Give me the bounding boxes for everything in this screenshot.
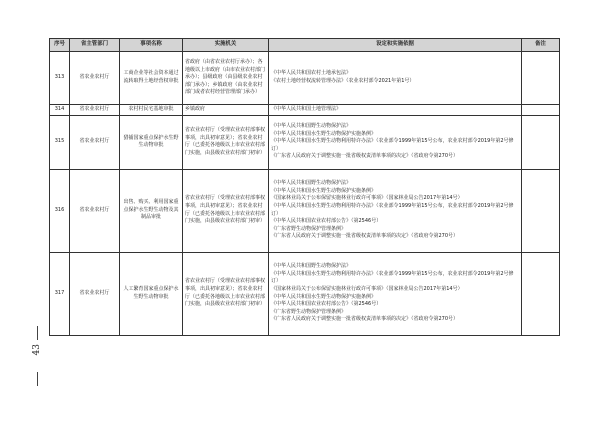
row-note <box>522 252 560 335</box>
row-agency: 省农业农村厅（受理农业农村部事权事项，出具初审意见）；省农业农村厅（已委托各地级以上市农业农村部门实施，由县级农业农村部门初审） <box>183 115 269 169</box>
row-note <box>522 115 560 169</box>
page-number-text: 43 <box>32 344 42 356</box>
table-row <box>50 115 560 169</box>
basis-line: 《广东省人民政府关于调整实施一批省级权责清单事项的决定》（省政府令第270号） <box>271 233 459 240</box>
row-dept: 省农业农村厅 <box>70 52 120 105</box>
basis-line: 《中华人民共和国野生动物保护法》 <box>271 263 352 270</box>
row-item: 猎捕国家重点保护水生野生动物审批 <box>120 115 183 169</box>
row-agency: 省政府（由省农业农村厅承办）；各地级以上市政府（由市农业农村部门承办）；县级政府（由县级农业农村部门承办）；乡镇政府（由农业农村部门或者农村经营管理部门承办） <box>183 52 269 105</box>
basis-line: 《中华人民共和国农业农村部公告》（第2546号） <box>271 301 382 308</box>
row-no: 317 <box>50 252 70 335</box>
basis-line: 《广东省野生动物保护管理条例》 <box>271 308 347 315</box>
row-basis <box>269 105 522 116</box>
row-no: 314 <box>50 105 70 116</box>
basis-line: 《中华人民共和国水生野生动物保护实施条例》 <box>271 293 377 300</box>
page-number-rule-top <box>37 326 38 340</box>
row-item: 出售、购买、利用国家重点保护水生野生动物及其制品审批 <box>120 169 183 252</box>
table-header-row <box>50 39 560 52</box>
header-basis: 设定和实施依据 <box>269 39 522 52</box>
basis-line: 《中华人民共和国水生野生动物保护实施条例》 <box>271 187 377 194</box>
row-dept: 省农业农村厅 <box>70 105 120 116</box>
page-number-rule-bottom <box>37 372 38 386</box>
basis-line: 《中华人民共和国野生动物保护法》 <box>271 180 352 187</box>
row-agency: 省农业农村厅（受理农业农村部事权事项，出具初审意见）；省农业农村厅（已委托各地级以上市农业农村部门实施，由县级农业农村部门初审） <box>183 169 269 252</box>
header-note: 备注 <box>522 39 560 52</box>
row-note <box>522 52 560 105</box>
row-note <box>522 169 560 252</box>
row-no: 316 <box>50 169 70 252</box>
basis-line: 《中华人民共和国土地管理法》 <box>271 106 342 112</box>
row-no: 315 <box>50 115 70 169</box>
row-item: 人工繁育国家重点保护水生野生动物审批 <box>120 252 183 335</box>
basis-line: 《中华人民共和国水生野生动物保护实施条例》 <box>271 130 377 137</box>
header-dept: 省主管部门 <box>70 39 120 52</box>
basis-line: 《国家林业局关于公布保留实施林业行政许可事项》（国家林业局公告2017年第14号） <box>271 195 463 202</box>
row-basis <box>269 115 522 169</box>
basis-line: 《中华人民共和国野生动物保护法》 <box>271 123 352 130</box>
table-row <box>50 52 560 105</box>
page-number <box>32 326 44 386</box>
row-dept: 省农业农村厅 <box>70 252 120 335</box>
basis-line: 《国家林业局关于公布保留实施林业行政许可事项》（国家林业局公告2017年第14号） <box>271 286 463 292</box>
basis-line: 《中华人民共和国农村土地承包法》 <box>271 70 352 77</box>
row-note <box>522 105 560 116</box>
table-row <box>50 105 560 116</box>
permit-table <box>49 38 560 336</box>
basis-line: 《中华人民共和国农业农村部公告》（第2546号） <box>271 218 382 225</box>
row-dept: 省农业农村厅 <box>70 115 120 169</box>
row-item: 农村村民宅基地审批 <box>120 105 183 116</box>
basis-line: 《广东省人民政府关于调整实施一批省级权责清单事项的决定》（省政府令第270号） <box>271 153 459 160</box>
row-basis <box>269 252 522 335</box>
row-basis <box>269 52 522 105</box>
basis-line: 《广东省野生动物保护管理条例》 <box>271 225 347 232</box>
header-agency: 实施机关 <box>183 39 269 52</box>
header-no: 序号 <box>50 39 70 52</box>
row-dept: 省农业农村厅 <box>70 169 120 252</box>
basis-line: 《农村土地经营权流转管理办法》（农业农村部令2021年第1号） <box>271 78 415 84</box>
basis-line: 《中华人民共和国水生野生动物利用特许办法》（农业部令1999年第15号公布，农业农村部令2019年第2号修订） <box>271 203 514 217</box>
header-item: 事项名称 <box>120 39 183 52</box>
basis-line: 《中华人民共和国水生野生动物利用特许办法》（农业部令1999年第15号公布，农业农村部令2019年第2号修订） <box>271 138 514 152</box>
row-item: 工商企业等社会资本通过流转取得土地经营权审批 <box>120 52 183 105</box>
basis-line: 《中华人民共和国水生野生动物利用特许办法》（农业部令1999年第15号公布，农业农村部令2019年第2号修订） <box>271 270 514 285</box>
row-agency: 省农业农村厅（受理农业农村部事权事项，出具初审意见）；省农业农村厅（已委托各地级以上市农业农村部门实施，由县级农业农村部门初审） <box>183 252 269 335</box>
row-basis <box>269 169 522 252</box>
basis-line: 《广东省人民政府关于调整实施一批省级权责清单事项的决定》（省政府令第270号） <box>271 316 459 323</box>
row-agency: 乡镇政府 <box>183 105 269 116</box>
table-row <box>50 252 560 335</box>
table-row <box>50 169 560 252</box>
row-no: 313 <box>50 52 70 105</box>
